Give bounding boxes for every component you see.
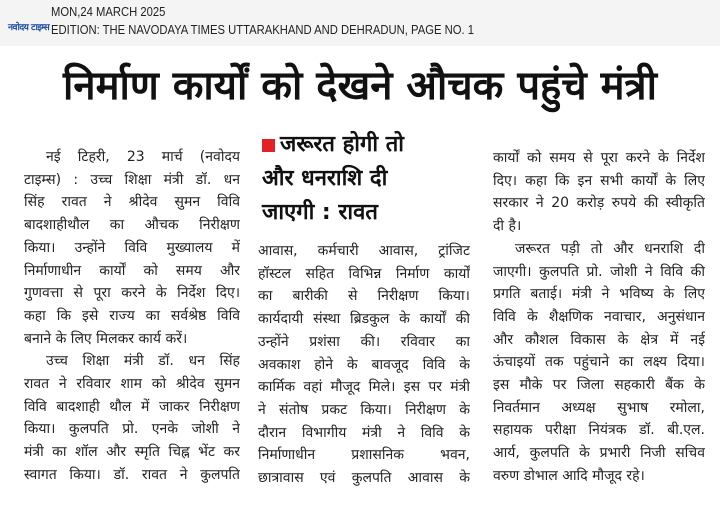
text-line: का बारीकी से निरीक्षण किया। [258, 288, 470, 305]
text-line: नई टिहरी, 23 मार्च (नवोदय [46, 149, 240, 165]
text-line: हॉस्टल सहित विभिन्न निर्माण कार्यों [258, 265, 470, 282]
text-line: रावत ने रविवार शाम को श्रीदेव सुमन [24, 376, 240, 393]
text-line: बनाने के लिए मिलकर कार्य करें। [24, 330, 188, 347]
text-line: वरुण डोभाल आदि मौजूद रहे। [493, 467, 645, 484]
text-line: स्वागत किया। डॉ. रावत ने कुलपति [24, 466, 240, 483]
article-column-2 [258, 240, 470, 490]
subhead-line: जाएगी : रावत [262, 200, 378, 225]
text-line: दी है। [493, 218, 522, 235]
subhead-line: और धनराशि दी [262, 166, 388, 191]
red-bullet-icon [262, 139, 275, 152]
article-column-1 [24, 146, 240, 487]
text-line: बादशाहीथौल का औचक निरीक्षण [24, 217, 240, 234]
text-line: अवकाश होने के बावजूद विवि के [258, 356, 470, 373]
text-line: उन्होंने प्रशंसा की। रविवार का [258, 333, 470, 350]
article-headline: निर्माण कार्यों को देखने औचक पहुंचे मंत्री [63, 63, 657, 109]
text-line: प्रगति बताई। मंत्री ने भविष्य के लिए [493, 286, 705, 303]
text-line: निर्माणाधीन प्रशासनिक भवन, [258, 447, 470, 464]
text-line: गुणवत्ता से पूरा करने के निर्देश दिए। [24, 285, 240, 302]
article-column-3 [493, 147, 705, 488]
text-line: जाएगी। कुलपति प्रो. जोशी ने विवि की [493, 263, 705, 280]
text-line: कार्मिक वहां मौजूद मिले। इस पर मंत्री [258, 379, 470, 396]
text-line: किया। उन्होंने विवि मुख्यालय में [24, 239, 240, 256]
edition-header-bar [0, 0, 720, 46]
text-line: और कौशल विकास के क्षेत्र में नई [493, 331, 705, 348]
edition-info: EDITION: THE NAVODAYA TIMES UTTARAKHAND AND DEHRADUN, PAGE NO. 1 [51, 23, 474, 37]
text-line: ऊंचाइयों तक पहुंचाने का लक्ष्य दिया। [493, 354, 705, 371]
text-line: निवर्तमान अध्यक्ष सुभाष रमोला, [493, 399, 705, 416]
text-line: दिए। कहा कि इन सभी कार्यों के लिए [493, 172, 705, 189]
text-line: किया। कुलपति प्रो. एनके जोशी ने [24, 421, 240, 438]
text-line: विवि के शैक्षणिक नवाचार, अनुसंधान [493, 308, 705, 325]
text-line: सहायक परीक्षा नियंत्रक डॉ. बी.एल. [493, 422, 705, 439]
text-line: उच्च शिक्षा मंत्री डॉ. धन सिंह [46, 353, 240, 370]
text-line: सिंह रावत ने श्रीदेव सुमन विवि [24, 194, 240, 211]
text-line: इस मौके पर जिला सहकारी बैंक के [493, 377, 705, 394]
text-line: मंत्री का शॉल और स्मृति चिह्न भेंट कर [24, 444, 240, 461]
text-line: आवास, कर्मचारी आवास, ट्रांजिट [258, 243, 470, 259]
text-line: दौरान विभागीय मंत्री ने विवि के [258, 424, 470, 441]
text-line: सरकार ने 20 करोड़ रुपये की स्वीकृति [493, 195, 705, 212]
text-line: आर्य, कुलपति के प्रभारी निजी सचिव [493, 445, 705, 462]
article-subheading [262, 128, 472, 230]
text-line: विवि बादशाही थौल में जाकर निरीक्षण [24, 398, 240, 415]
text-line: ने संतोष प्रकट किया। निरीक्षण के [258, 401, 470, 418]
text-line: छात्रावास एवं कुलपति आवास के [258, 470, 470, 487]
text-line: कहा कि इसे राज्य का सर्वश्रेष्ठ विवि [24, 307, 240, 324]
text-line: टाइम्स) : उच्च शिक्षा मंत्री डॉ. धन [24, 171, 240, 188]
text-line: जरूरत पड़ी तो और धनराशि दी [515, 240, 705, 257]
text-line: निर्माणाधीन कार्यों को समय और [24, 262, 240, 279]
text-line: कार्यों को समय से पूरा करने के निर्देश [493, 150, 705, 166]
subhead-line: जरूरत होगी तो [280, 132, 404, 157]
text-line: कार्यदायी संस्था ब्रिडकुल के कार्यों की [258, 311, 470, 328]
newspaper-logo: नवोदय टाइम्स [8, 23, 50, 33]
publication-date: MON,24 MARCH 2025 [51, 5, 166, 19]
